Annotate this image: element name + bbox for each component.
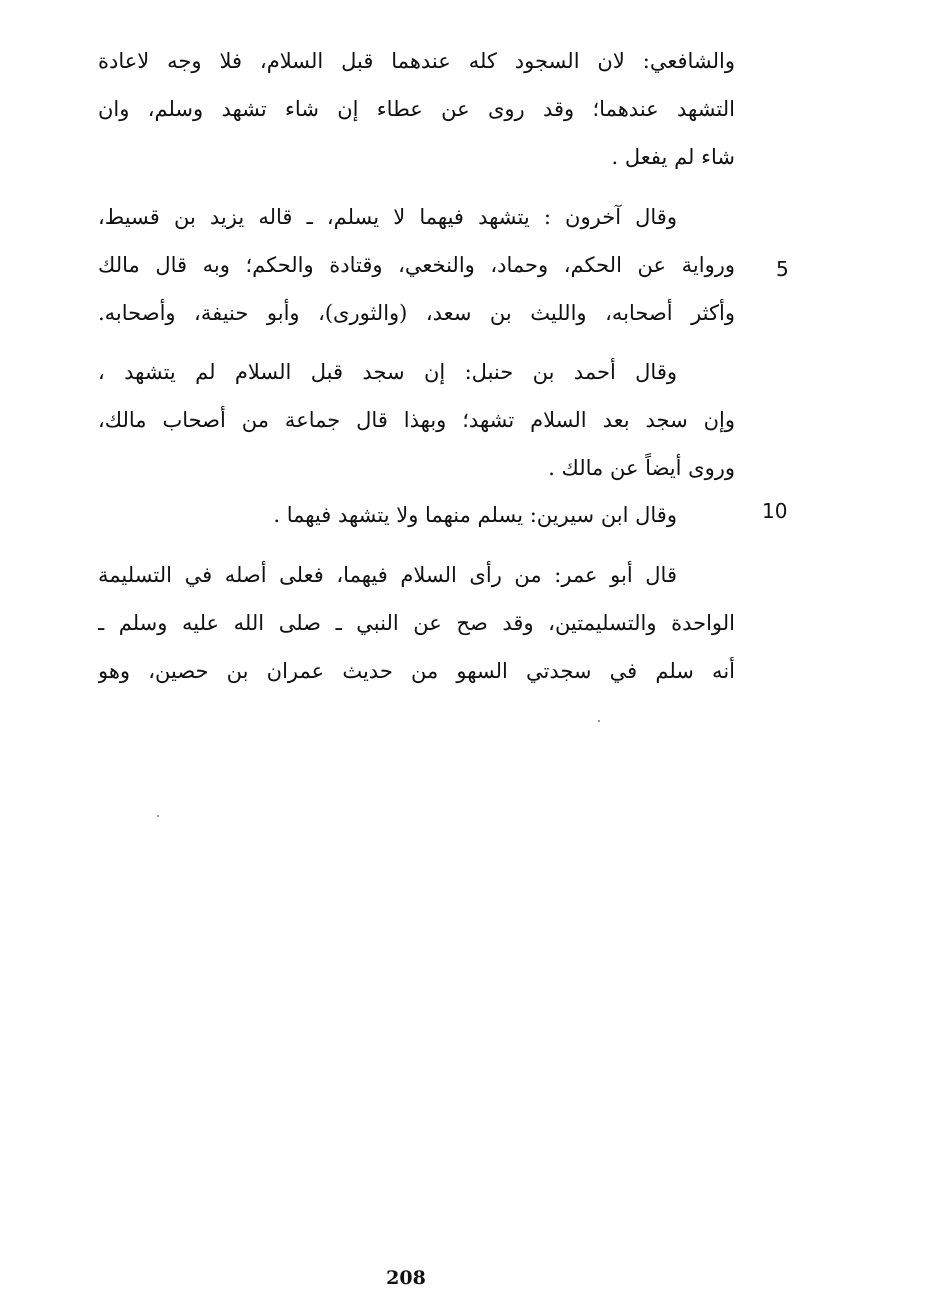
text-line-3: شاء لم يفعل . bbox=[611, 145, 735, 169]
text-line-5: ورواية عن الحكم، وحماد، والنخعي، وقتادة والحكم؛ وبه قال مالك bbox=[98, 253, 735, 277]
page-number: 208 bbox=[386, 1267, 426, 1289]
text-line-10: وقال ابن سيرين: يسلم منهما ولا يتشهد فيهما . bbox=[273, 503, 677, 527]
line-number-10: 10 bbox=[762, 499, 788, 523]
text-line-13: أنه سلم في سجدتي السهو من حديث عمران بن حصين، وهو bbox=[98, 659, 735, 683]
text-line-11: قال أبو عمر: من رأى السلام فيهما، فعلى أصله في التسليمة bbox=[98, 563, 677, 587]
text-line-4: وقال آخرون : يتشهد فيهما لا يسلم، ـ قاله يزيد بن قسيط، bbox=[98, 205, 677, 229]
text-line-12: الواحدة والتسليمتين، وقد صح عن النبي ـ صلى الله عليه وسلم ـ bbox=[98, 611, 735, 635]
text-line-9: وروى أيضاً عن مالك . bbox=[548, 456, 735, 480]
text-line-2: التشهد عندهما؛ وقد روى عن عطاء إن شاء تشهد وسلم، وان bbox=[98, 97, 735, 121]
scan-speck bbox=[157, 815, 159, 817]
text-line-8: وإن سجد بعد السلام تشهد؛ وبهذا قال جماعة من أصحاب مالك، bbox=[98, 408, 735, 432]
text-line-6: وأكثر أصحابه، والليث بن سعد، (والثورى)، وأبو حنيفة، وأصحابه. bbox=[98, 301, 735, 325]
text-line-7: وقال أحمد بن حنبل: إن سجد قبل السلام لم يتشهد ، bbox=[98, 360, 677, 384]
text-line-1: والشافعي: لان السجود كله عندهما قبل السلام، فلا وجه لاعادة bbox=[98, 49, 735, 73]
scan-speck bbox=[598, 720, 600, 722]
line-number-5: 5 bbox=[776, 257, 789, 281]
